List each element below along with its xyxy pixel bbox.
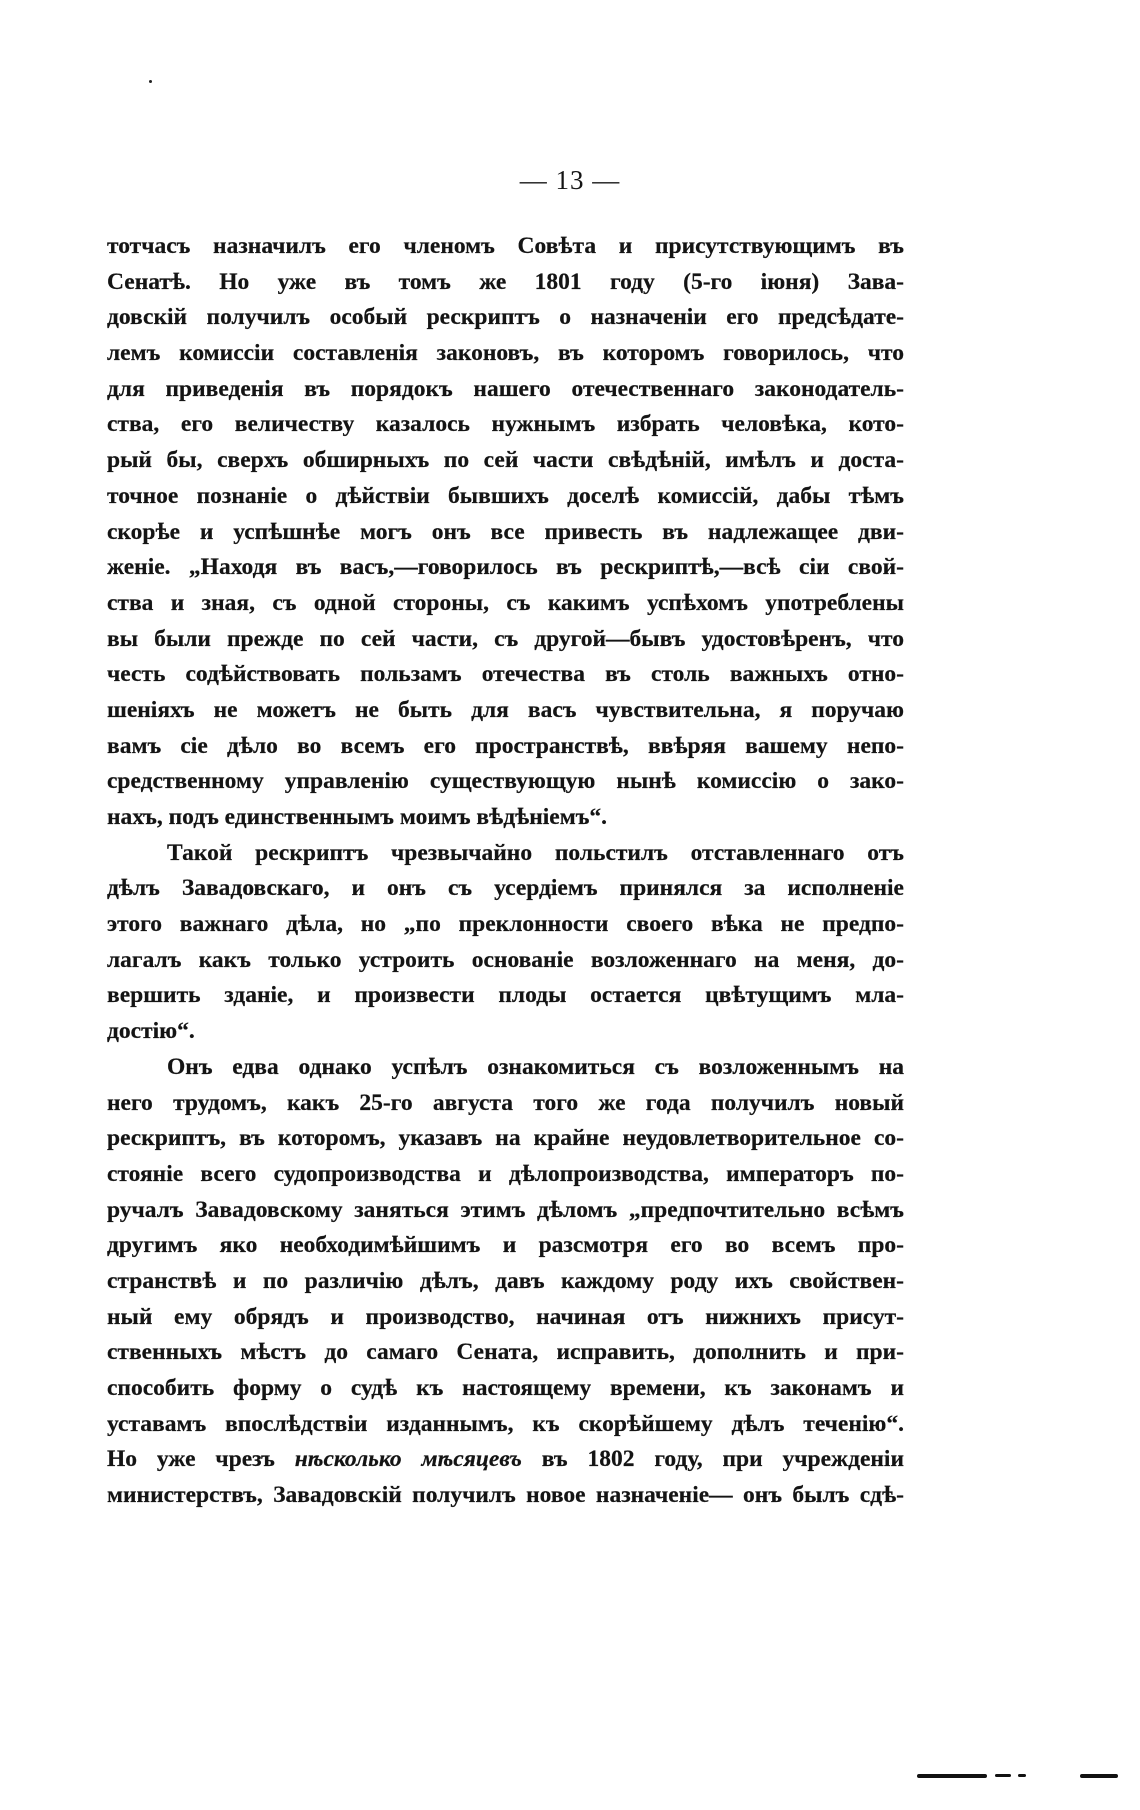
text-line: лагалъ какъ только устроить основаніе возложеннаго на меня, до- bbox=[107, 946, 904, 973]
text-line: довскій получилъ особый рескриптъ о назначеніи его предсѣдате- bbox=[107, 304, 904, 331]
text-line: женіе. „Находя въ васъ,—говорилось въ рескриптѣ,—всѣ сіи свой- bbox=[107, 554, 904, 581]
text-line: министерствъ, Завадовскій получилъ новое назначеніе— онъ былъ сдѣ- bbox=[107, 1482, 904, 1509]
body-text bbox=[107, 229, 904, 1514]
text-line: вамъ сіе дѣло во всемъ его пространствѣ, ввѣряя вашему непо- bbox=[107, 732, 904, 759]
text-line: рый бы, сверхъ обширныхъ по сей части свѣдѣній, имѣлъ и доста- bbox=[107, 447, 904, 474]
text-line: Онъ едва однако успѣлъ ознакомиться съ возложеннымъ на bbox=[167, 1053, 904, 1080]
text-line: дѣлъ Завадовскаго, и онъ съ усердіемъ принялся за исполненіе bbox=[107, 875, 904, 902]
text-line: тотчасъ назначилъ его членомъ Совѣта и присутствующимъ въ bbox=[107, 233, 904, 259]
paragraph-3 bbox=[107, 1050, 904, 1514]
text-line-with-italic bbox=[107, 1442, 904, 1478]
text-line: этого важнаго дѣла, но „по преклонности своего вѣка не предпо- bbox=[107, 911, 904, 938]
text-line: средственному управленію существующую нынѣ комиссію о зако- bbox=[107, 768, 904, 795]
text-line: странствѣ и по различію дѣлъ, давъ каждому роду ихъ свойствен- bbox=[107, 1267, 904, 1294]
line-end: въ 1802 году, при учрежденіи bbox=[541, 1446, 904, 1473]
scan-mark bbox=[995, 1774, 1011, 1777]
text-line: вершить зданіе, и произвести плоды остается цвѣтущимъ мла- bbox=[107, 982, 904, 1009]
page-speck bbox=[149, 80, 152, 83]
text-line: уставамъ впослѣдствіи изданнымъ, къ скорѣйшему дѣлъ теченію“. bbox=[107, 1410, 904, 1437]
text-line: него трудомъ, какъ 25-го августа того же года получилъ новый bbox=[107, 1089, 904, 1116]
paragraph-2 bbox=[107, 836, 904, 1050]
text-line: другимъ яко необходимѣйшимъ и разсмотря его во всемъ про- bbox=[107, 1232, 904, 1259]
text-line: рескриптъ, въ которомъ, указавъ на крайне неудовлетворительное со- bbox=[107, 1125, 904, 1152]
text-line: для приведенія въ порядокъ нашего отечественнаго законодатель- bbox=[107, 375, 904, 402]
text-line: ственныхъ мѣстъ до самаго Сената, исправить, дополнить и при- bbox=[107, 1339, 904, 1366]
text-line: Такой рескриптъ чрезвычайно польстилъ отставленнаго отъ bbox=[167, 839, 904, 866]
scan-mark bbox=[1080, 1774, 1118, 1778]
text-line: достію“. bbox=[107, 1018, 195, 1045]
line-start: Но уже чрезъ bbox=[107, 1446, 275, 1473]
text-line: способить форму о судѣ къ настоящему времени, къ законамъ и bbox=[107, 1375, 904, 1401]
text-line: ный ему обрядъ и производство, начиная отъ нижнихъ присут- bbox=[107, 1303, 904, 1330]
italic-phrase: нѣсколько мѣсяцевъ bbox=[294, 1446, 522, 1473]
text-line: шеніяхъ не можетъ не быть для васъ чувствительна, я поручаю bbox=[107, 696, 904, 723]
text-line: точное познаніе о дѣйствіи бывшихъ доселѣ комиссій, дабы тѣмъ bbox=[107, 482, 904, 509]
paragraph-1 bbox=[107, 229, 904, 836]
text-line: ручалъ Завадовскому заняться этимъ дѣломъ „предпочтительно всѣмъ bbox=[107, 1196, 904, 1223]
text-line: лемъ комиссіи составленія законовъ, въ которомъ говорилось, что bbox=[107, 340, 904, 367]
text-line: стояніе всего судопроизводства и дѣлопроизводства, императоръ по- bbox=[107, 1160, 904, 1187]
text-line: ства и зная, съ одной стороны, съ какимъ успѣхомъ употреблены bbox=[107, 589, 904, 616]
text-line: честь содѣйствовать пользамъ отечества въ столь важныхъ отно- bbox=[107, 661, 904, 688]
text-line: скорѣе и успѣшнѣе могъ онъ все привесть въ надлежащее дви- bbox=[107, 518, 904, 545]
text-line: Сенатѣ. Но уже въ томъ же 1801 году (5-го іюня) Зава- bbox=[107, 268, 904, 295]
text-line: ства, его величеству казалось нужнымъ избрать человѣка, кото- bbox=[107, 411, 904, 438]
text-line: нахъ, подъ единственнымъ моимъ вѣдѣніемъ“. bbox=[107, 804, 608, 830]
scan-mark bbox=[917, 1774, 987, 1778]
scan-mark bbox=[1018, 1774, 1026, 1777]
text-line: вы были прежде по сей части, съ другой—бывъ удостовѣренъ, что bbox=[107, 625, 904, 652]
page-number: — 13 — bbox=[519, 165, 621, 195]
